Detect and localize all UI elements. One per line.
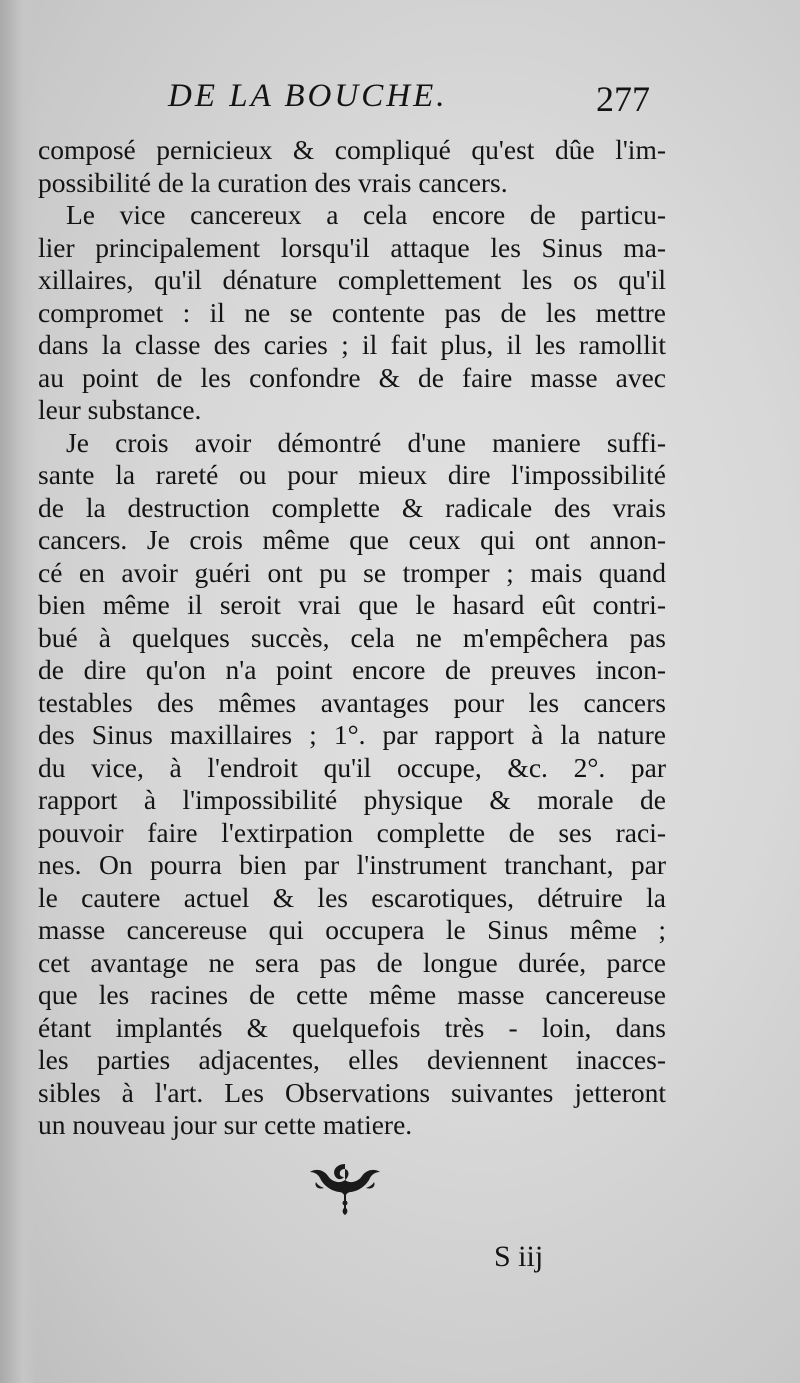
text-line: des Sinus maxillaires ; 1°. par rapport à la nature <box>38 719 666 750</box>
text-line: bué à quelques succès, cela ne m'empêchera pas <box>38 621 666 653</box>
text-line: au point de les confondre & de faire masse avec <box>38 361 666 393</box>
text-line: bien même il seroit vrai que le hasard eût contri- <box>38 589 666 620</box>
text-line: sante la rareté ou pour mieux dire l'impossibilité <box>38 459 666 490</box>
text-line: pouvoir faire l'extirpation complette de ses raci- <box>38 816 666 848</box>
text-line: un nouveau jour sur cette matiere. <box>38 1109 413 1140</box>
text-line: Je crois avoir démontré d'une maniere suffi- <box>66 426 666 458</box>
text-line: masse cancereuse qui occupera le Sinus même ; <box>38 914 666 945</box>
text-line: étant implantés & quelquefois très - loin, dans <box>38 1011 666 1043</box>
text-line: cet avantage ne sera pas de longue durée, parce <box>38 946 666 978</box>
body-text <box>38 134 666 1142</box>
text-line: dans la classe des caries ; il fait plus, il les ramollit <box>38 329 666 360</box>
text-line: nes. On pourra bien par l'instrument tranchant, par <box>38 849 666 880</box>
text-line: cancers. Je crois même que ceux qui ont annon- <box>38 524 666 555</box>
page-number: 277 <box>596 79 650 119</box>
text-line: les parties adjacentes, elles deviennent inacces- <box>38 1044 666 1075</box>
text-line: testables des mêmes avantages pour les cancers <box>38 686 666 718</box>
gutter-shadow <box>0 0 38 1383</box>
text-line: du vice, à l'endroit qu'il occupe, &c. 2°. par <box>38 751 666 783</box>
text-line: sibles à l'art. Les Observations suivantes jetteront <box>38 1076 666 1108</box>
text-line: de dire qu'on n'a point encore de preuves incon- <box>38 654 666 685</box>
text-line: Le vice cancereux a cela encore de particu- <box>66 199 666 230</box>
running-head-title: DE LA BOUCHE. <box>168 78 448 114</box>
text-line: compromet : il ne se contente pas de les mettre <box>38 296 666 328</box>
signature-mark: S iij <box>494 1240 544 1273</box>
text-line: cé en avoir guéri ont pu se tromper ; mais quand <box>38 556 666 588</box>
text-line: composé pernicieux & compliqué qu'est dûe l'im- <box>38 134 666 165</box>
text-line: xillaires, qu'il dénature complettement les os qu'il <box>38 264 666 295</box>
text-line: lier principalement lorsqu'il attaque les Sinus ma- <box>38 231 666 263</box>
text-line: que les racines de cette même masse cancereuse <box>38 979 666 1010</box>
text-line: rapport à l'impossibilité physique & morale de <box>38 784 666 815</box>
text-line: le cautere actuel & les escarotiques, détruire la <box>38 881 666 913</box>
fleuron-ornament-icon <box>304 1158 386 1220</box>
text-line: leur substance. <box>38 394 202 425</box>
text-line: de la destruction complette & radicale des vrais <box>38 491 666 523</box>
text-line: possibilité de la curation des vrais cancers. <box>38 166 508 198</box>
running-head <box>0 78 800 128</box>
